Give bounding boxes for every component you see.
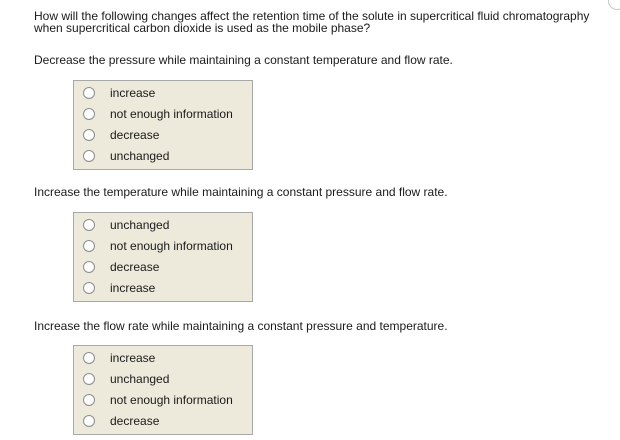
option-label[interactable]: increase: [110, 351, 156, 365]
part-1-prompt: Decrease the pressure while maintaining a constant temperature and flow rate.: [34, 53, 453, 67]
radio-button-icon[interactable]: [83, 373, 95, 385]
radio-button-icon[interactable]: [83, 108, 95, 120]
option-label[interactable]: not enough information: [110, 239, 233, 253]
corner-arc-icon: [608, 0, 620, 10]
part-3-options: [73, 345, 253, 435]
part-3-option-3[interactable]: [74, 391, 252, 412]
part-1-option-3[interactable]: [74, 126, 252, 147]
part-3-option-4[interactable]: [74, 412, 252, 433]
part-2-option-3[interactable]: [74, 258, 252, 279]
part-3-prompt: Increase the flow rate while maintaining a constant pressure and temperature.: [34, 319, 448, 333]
radio-button-icon[interactable]: [83, 282, 95, 294]
option-label[interactable]: increase: [110, 86, 156, 100]
part-2-option-1[interactable]: [74, 216, 252, 237]
option-label[interactable]: unchanged: [110, 149, 170, 163]
part-3-option-2[interactable]: [74, 370, 252, 391]
part-1-option-4[interactable]: [74, 147, 252, 168]
option-label[interactable]: decrease: [110, 414, 160, 428]
part-3-option-1[interactable]: [74, 349, 252, 370]
option-label[interactable]: unchanged: [110, 218, 170, 232]
part-1-option-2[interactable]: [74, 105, 252, 126]
part-2-options: [73, 212, 253, 302]
part-2-option-4[interactable]: [74, 279, 252, 300]
radio-button-icon[interactable]: [83, 87, 95, 99]
option-label[interactable]: decrease: [110, 128, 160, 142]
part-1-options: [73, 80, 253, 170]
option-label[interactable]: not enough information: [110, 107, 233, 121]
radio-button-icon[interactable]: [83, 150, 95, 162]
radio-button-icon[interactable]: [83, 394, 95, 406]
part-2-prompt: Increase the temperature while maintaining a constant pressure and flow rate.: [34, 185, 448, 199]
option-label[interactable]: increase: [110, 281, 156, 295]
radio-button-icon[interactable]: [83, 352, 95, 364]
option-label[interactable]: decrease: [110, 260, 160, 274]
radio-button-icon[interactable]: [83, 219, 95, 231]
radio-button-icon[interactable]: [83, 261, 95, 273]
option-label[interactable]: not enough information: [110, 393, 233, 407]
radio-button-icon[interactable]: [83, 240, 95, 252]
part-1-option-1[interactable]: [74, 84, 252, 105]
radio-button-icon[interactable]: [83, 415, 95, 427]
question-text: How will the following changes affect the retention time of the solute in supercritical fluid chromatography when supercritical carbon dioxide is used as the mobile phase?: [34, 9, 590, 35]
option-label[interactable]: unchanged: [110, 372, 170, 386]
radio-button-icon[interactable]: [83, 129, 95, 141]
part-2-option-2[interactable]: [74, 237, 252, 258]
